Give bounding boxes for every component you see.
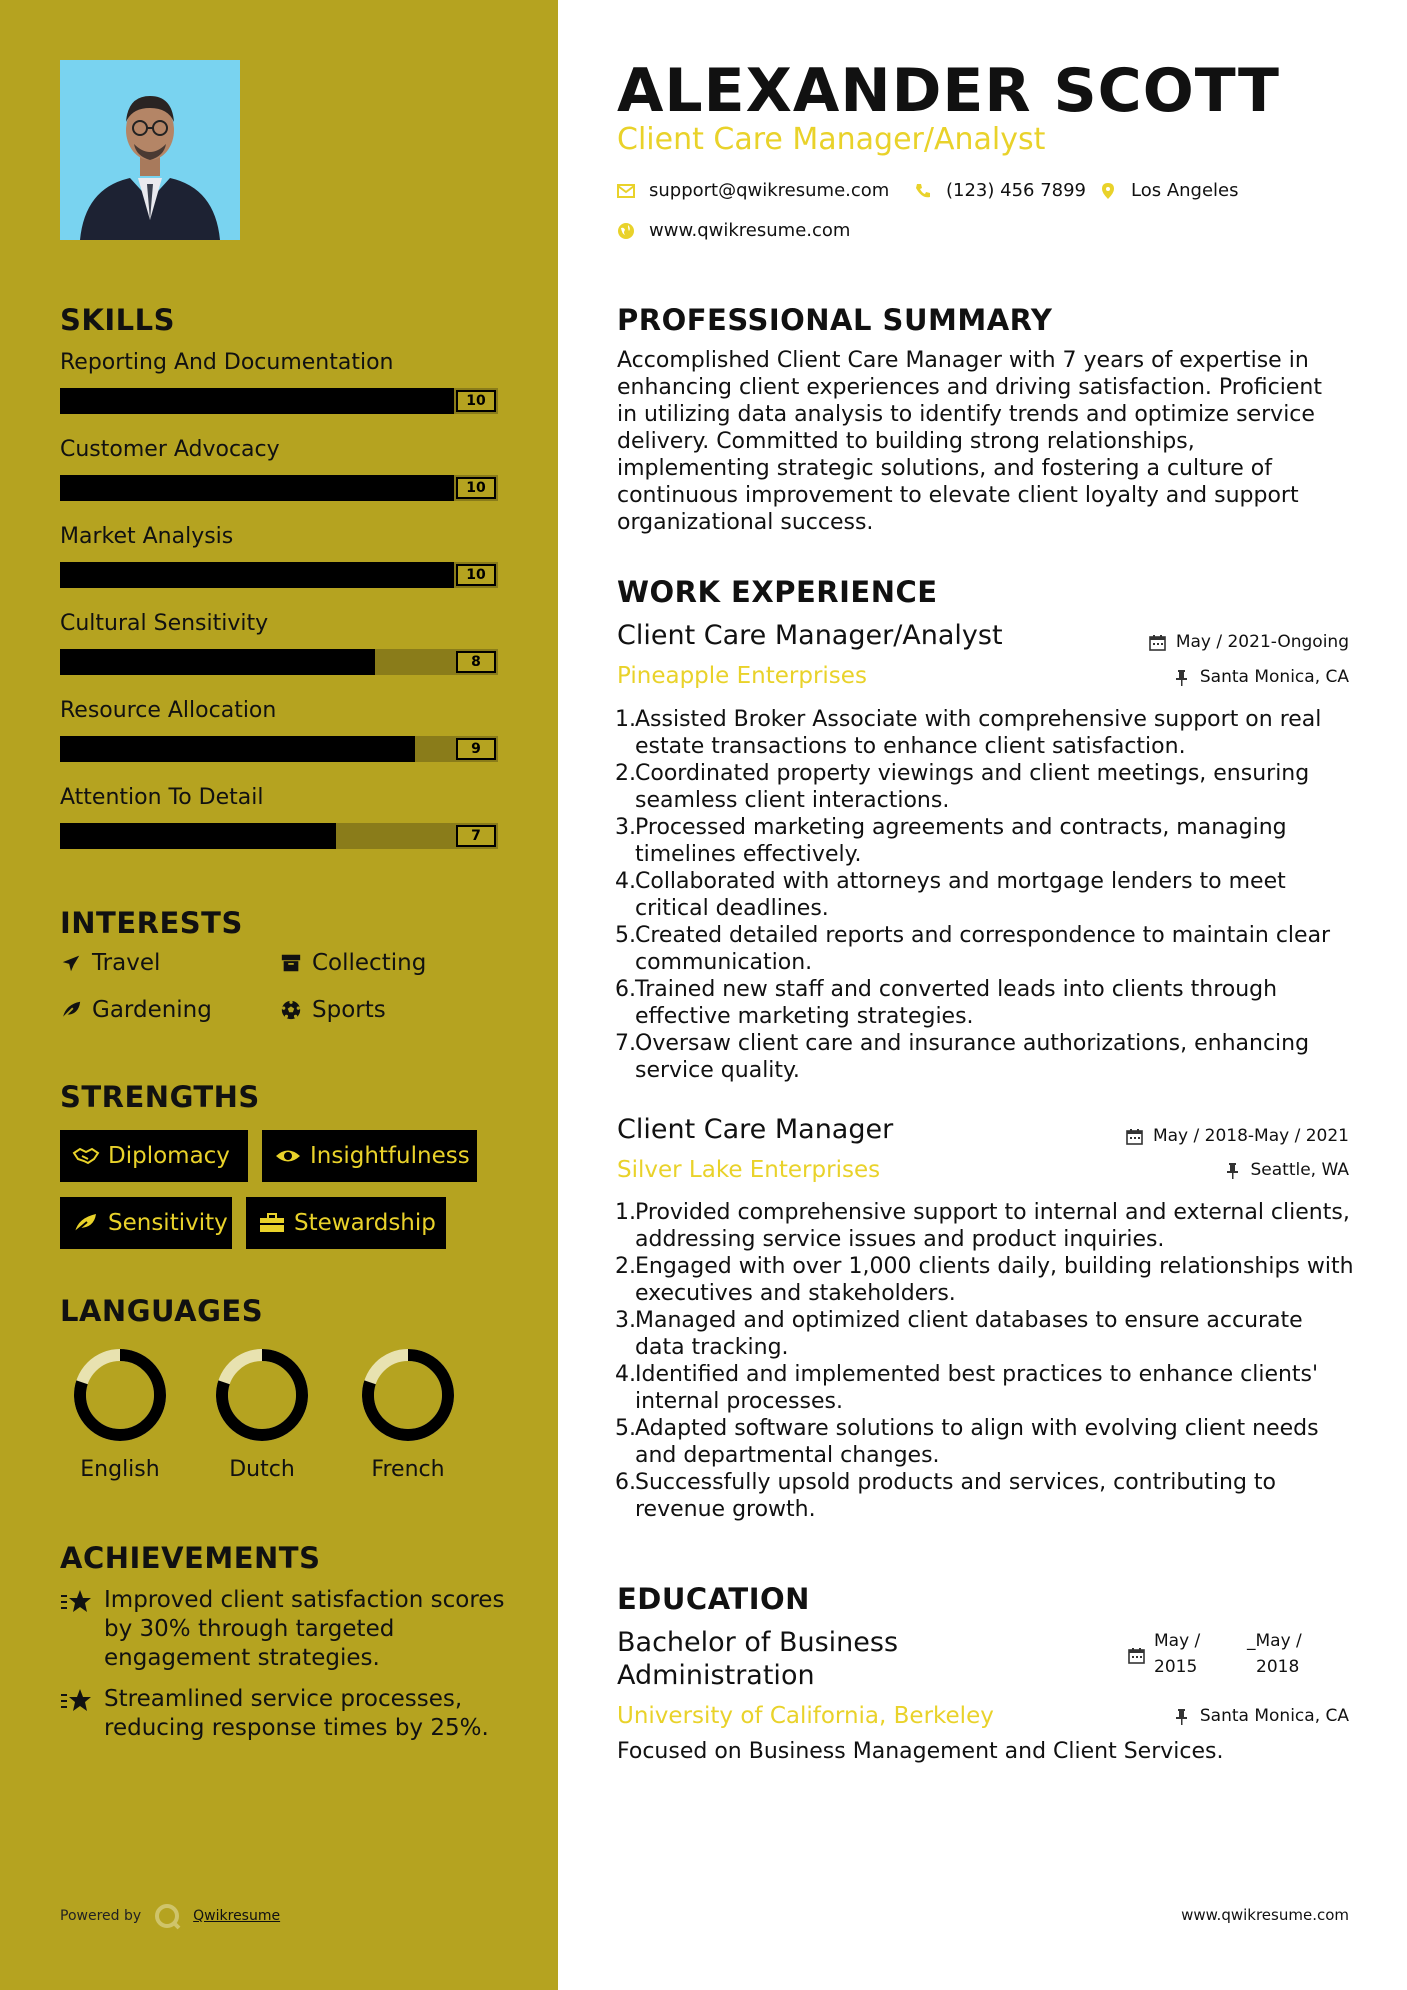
duty-item	[615, 760, 1355, 814]
language-item	[70, 1345, 170, 1482]
job-dates	[1126, 1126, 1349, 1146]
interest-sports	[280, 997, 386, 1023]
interest-gardening	[60, 997, 212, 1023]
end-date-line-2: 2018	[1256, 1657, 1300, 1677]
strength-label: Insightfulness	[310, 1143, 470, 1169]
achievement-text: Improved client satisfaction scores by 30% through targeted engagement strategies.	[104, 1587, 505, 1671]
company-name: Silver Lake Enterprises	[617, 1157, 881, 1183]
achievements-heading: ACHIEVEMENTS	[60, 1541, 321, 1575]
skill-label: Attention To Detail	[60, 785, 264, 810]
qwikresume-link[interactable]: Qwikresume	[193, 1908, 281, 1924]
duty-text: Managed and optimized client databases to ensure accurate data tracking.	[635, 1308, 1303, 1360]
phone-text: (123) 456 7899	[946, 180, 1087, 201]
skill-bar	[60, 823, 498, 849]
location-text: Santa Monica, CA	[1199, 1706, 1349, 1726]
eye-icon	[274, 1145, 300, 1167]
contact-location	[1099, 180, 1239, 201]
skill-score: 9	[456, 738, 496, 760]
star-icon	[60, 1588, 92, 1616]
start-date-line-2: 2015	[1154, 1657, 1198, 1677]
summary-heading: PROFESSIONAL SUMMARY	[617, 303, 1053, 337]
calendar-icon	[1128, 1647, 1145, 1664]
phone-icon	[914, 182, 932, 200]
contact-email	[617, 180, 889, 201]
education-description: Focused on Business Management and Client Services.	[617, 1739, 1224, 1764]
contact-phone	[914, 180, 1086, 201]
achievement-item	[60, 1586, 510, 1673]
education-heading: EDUCATION	[617, 1582, 810, 1616]
qwikresume-logo-icon	[153, 1902, 181, 1930]
handshake-icon	[72, 1145, 98, 1167]
profile-photo	[60, 60, 240, 240]
job-location	[1173, 667, 1349, 687]
duty-text: Adapted software solutions to align with evolving client needs and departmental changes.	[635, 1416, 1319, 1468]
duty-number: 1.	[615, 707, 636, 732]
interest-collecting	[280, 950, 426, 976]
leaf-icon	[60, 999, 82, 1021]
skills-heading: SKILLS	[60, 303, 175, 337]
email-text[interactable]: support@qwikresume.com	[649, 180, 890, 201]
experience-heading: WORK EXPERIENCE	[617, 575, 938, 609]
sidebar	[0, 0, 558, 1990]
interest-travel	[60, 950, 160, 976]
duty-item	[615, 922, 1355, 976]
duty-text: Oversaw client care and insurance authorizations, enhancing service quality.	[635, 1031, 1310, 1083]
duty-text: Processed marketing agreements and contracts, managing timelines effectively.	[635, 815, 1287, 867]
powered-by-label: Powered by	[60, 1908, 142, 1924]
strength-insightfulness	[262, 1130, 477, 1182]
job-title: Client Care Manager/Analyst	[617, 620, 1003, 651]
skill-label: Resource Allocation	[60, 698, 277, 723]
duty-number: 3.	[615, 1308, 636, 1333]
skill-score: 10	[456, 564, 496, 586]
dates-text: May / 2018-May / 2021	[1152, 1126, 1349, 1146]
duty-item	[615, 868, 1355, 922]
strength-label: Diplomacy	[108, 1143, 230, 1169]
skill-label: Customer Advocacy	[60, 437, 280, 462]
language-ring	[358, 1345, 458, 1445]
duty-number: 6.	[615, 977, 636, 1002]
star-icon	[60, 1687, 92, 1715]
language-label: French	[371, 1457, 445, 1482]
pushpin-icon	[1224, 1162, 1241, 1179]
duty-number: 7.	[615, 1031, 636, 1056]
school-name: University of California, Berkeley	[617, 1703, 994, 1729]
website-text[interactable]: www.qwikresume.com	[649, 220, 851, 241]
skill-bar	[60, 388, 498, 414]
person-name: ALEXANDER SCOTT	[617, 56, 1280, 126]
skill-bar-fill	[60, 823, 336, 849]
briefcase-icon	[258, 1212, 284, 1234]
location-text: Los Angeles	[1131, 180, 1239, 201]
location-text: Seattle, WA	[1250, 1160, 1349, 1180]
job-title: Client Care Manager	[617, 1114, 894, 1145]
skill-bar-fill	[60, 562, 454, 588]
languages-heading: LANGUAGES	[60, 1294, 264, 1328]
skill-score: 10	[456, 477, 496, 499]
duty-item	[615, 1361, 1355, 1415]
envelope-icon	[617, 182, 635, 200]
interests-heading: INTERESTS	[60, 906, 243, 940]
strength-label: Sensitivity	[108, 1210, 228, 1236]
skill-score: 8	[456, 651, 496, 673]
leaf-icon	[72, 1212, 98, 1234]
person-title: Client Care Manager/Analyst	[617, 122, 1046, 157]
interest-label: Sports	[312, 997, 386, 1023]
pushpin-icon	[1173, 669, 1190, 686]
dates-text: May / 2021-Ongoing	[1175, 632, 1349, 652]
duty-item	[615, 1415, 1355, 1469]
duty-text: Successfully upsold products and services, contributing to revenue growth.	[635, 1470, 1277, 1522]
duty-item	[615, 976, 1355, 1030]
strengths-heading: STRENGTHS	[60, 1080, 260, 1114]
archive-box-icon	[280, 952, 302, 974]
powered-by	[60, 1902, 280, 1930]
skill-bar	[60, 649, 498, 675]
pushpin-icon	[1173, 1708, 1190, 1725]
job-location	[1224, 1160, 1350, 1180]
education-end-date	[1247, 1628, 1302, 1680]
job-dates	[1149, 632, 1349, 652]
education-start-date	[1154, 1628, 1200, 1680]
duty-text: Provided comprehensive support to internal and external clients, addressing service issues and product inquiries.	[635, 1200, 1350, 1252]
duty-number: 6.	[615, 1470, 636, 1495]
location-text: Santa Monica, CA	[1199, 667, 1349, 687]
duty-number: 1.	[615, 1200, 636, 1225]
duty-number: 5.	[615, 1416, 636, 1441]
language-item	[212, 1345, 312, 1482]
language-label: English	[80, 1457, 160, 1482]
duty-text: Coordinated property viewings and client meetings, ensuring seamless client interactions.	[635, 761, 1310, 813]
language-ring	[70, 1345, 170, 1445]
duties-list	[615, 1199, 1355, 1523]
duty-text: Engaged with over 1,000 clients daily, building relationships with executives and stakeholders.	[635, 1254, 1354, 1306]
duty-number: 2.	[615, 1254, 636, 1279]
strength-stewardship	[246, 1197, 446, 1249]
language-ring	[212, 1345, 312, 1445]
summary-text: Accomplished Client Care Manager with 7 years of expertise in enhancing client experiences and driving satisfaction. Proficient in utilizing data analysis to identify trends and optimize service delivery. Committed to building strong relationships, implementing strategic solutions, and fostering a culture of continuous improvement to elevate client loyalty and support organizational success.	[617, 348, 1322, 535]
calendar-icon	[1149, 634, 1166, 651]
start-date-line-1: May /	[1154, 1631, 1201, 1651]
duty-item	[615, 1030, 1355, 1084]
skill-bar-fill	[60, 475, 454, 501]
interest-label: Gardening	[92, 997, 212, 1023]
skill-score: 7	[456, 825, 496, 847]
duty-text: Identified and implemented best practices to enhance clients' internal processes.	[635, 1362, 1319, 1414]
skill-score: 10	[456, 390, 496, 412]
globe-icon	[617, 222, 635, 240]
duty-number: 2.	[615, 761, 636, 786]
duty-text: Assisted Broker Associate with comprehensive support on real estate transactions to enhance client satisfaction.	[635, 707, 1322, 759]
soccer-ball-icon	[280, 999, 302, 1021]
language-item	[358, 1345, 458, 1482]
achievement-text: Streamlined service processes, reducing response times by 25%.	[104, 1686, 489, 1741]
duty-text: Collaborated with attorneys and mortgage lenders to meet critical deadlines.	[635, 869, 1286, 921]
education-location	[1173, 1706, 1349, 1726]
skill-bar	[60, 736, 498, 762]
duty-item	[615, 1199, 1355, 1253]
duty-number: 5.	[615, 923, 636, 948]
language-label: Dutch	[229, 1457, 295, 1482]
footer-url[interactable]: www.qwikresume.com	[1181, 1906, 1349, 1924]
map-pin-icon	[1099, 182, 1117, 200]
interest-label: Travel	[92, 950, 161, 976]
duty-number: 4.	[615, 1362, 636, 1387]
skill-label: Market Analysis	[60, 524, 234, 549]
skill-bar-fill	[60, 736, 415, 762]
end-date-line-1: _May /	[1247, 1631, 1302, 1651]
skill-bar	[60, 562, 498, 588]
contact-website	[617, 220, 850, 241]
strength-diplomacy	[60, 1130, 248, 1182]
degree-line-1: Bachelor of Business	[617, 1627, 899, 1658]
duties-list	[615, 706, 1355, 1084]
duty-item	[615, 1253, 1355, 1307]
company-name: Pineapple Enterprises	[617, 663, 867, 689]
duty-number: 4.	[615, 869, 636, 894]
skill-bar	[60, 475, 498, 501]
plane-icon	[60, 952, 82, 974]
strength-label: Stewardship	[294, 1210, 436, 1236]
skill-label: Cultural Sensitivity	[60, 611, 269, 636]
duty-item	[615, 706, 1355, 760]
duty-item	[615, 814, 1355, 868]
duty-item	[615, 1469, 1355, 1523]
end-date-month: May /	[1255, 1631, 1302, 1651]
skill-bar-fill	[60, 388, 454, 414]
strength-sensitivity	[60, 1197, 232, 1249]
duty-text: Created detailed reports and correspondence to maintain clear communication.	[635, 923, 1331, 975]
interest-label: Collecting	[312, 950, 427, 976]
skill-label: Reporting And Documentation	[60, 350, 394, 375]
duty-text: Trained new staff and converted leads into clients through effective marketing strategies.	[635, 977, 1278, 1029]
duty-number: 3.	[615, 815, 636, 840]
degree-line-2: Administration	[617, 1660, 815, 1691]
skill-bar-fill	[60, 649, 375, 675]
achievement-item	[60, 1685, 510, 1743]
calendar-icon	[1126, 1128, 1143, 1145]
duty-item	[615, 1307, 1355, 1361]
